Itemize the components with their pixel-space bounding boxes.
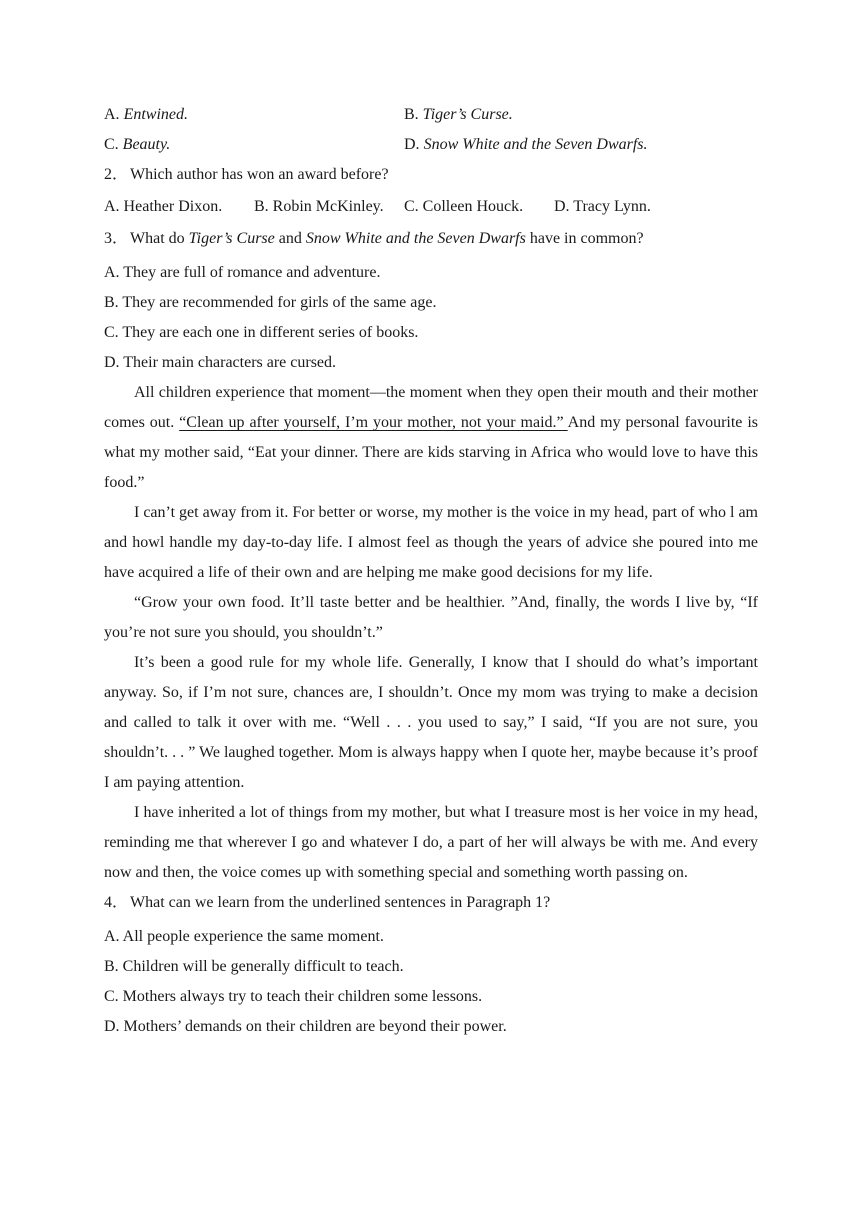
q2-text: Which author has won an award before?	[130, 166, 389, 183]
passage-paragraph-1: All children experience that moment—the moment when they open their mouth and their mother comes out. “Clean up after yourself, I’m your mother, not your maid.” And my personal favourite is what my mother said, “Eat your dinner. There are kids starving in Africa who would love to have this food.”	[104, 384, 758, 491]
q2-stem	[104, 160, 758, 190]
q3-option-d: D. Their main characters are cursed.	[104, 354, 337, 371]
q1-options-row-2	[104, 130, 758, 160]
document-page	[104, 100, 758, 1042]
q3-number: 3．	[104, 230, 129, 247]
q2-number: 2．	[104, 166, 129, 183]
q4-option-c: C. Mothers always try to teach their children some lessons.	[104, 988, 483, 1005]
passage-paragraph-2: I can’t get away from it. For better or worse, my mother is the voice in my head, part of who l am and howl handle my day-to-day life. I almost feel as though the years of advice she poured into me have acquired a life of their own and are helping me make good decisions for my life.	[104, 504, 758, 581]
q1-option-c: C. Beauty.	[104, 136, 171, 153]
q1-option-d: D. Snow White and the Seven Dwarfs.	[404, 136, 648, 153]
underlined-sentence: “Clean up after yourself, I’m your mother, not your maid.”	[179, 414, 568, 431]
q2-option-c: C. Colleen Houck.	[404, 198, 524, 215]
q3-option-c: C. They are each one in different series of books.	[104, 324, 419, 341]
q2-option-b: B. Robin McKinley.	[254, 198, 384, 215]
q4-option-d: D. Mothers’ demands on their children are beyond their power.	[104, 1018, 507, 1035]
q2-options	[104, 190, 758, 224]
q1-option-b: B. Tiger’s Curse.	[404, 106, 513, 123]
q4-option-b: B. Children will be generally difficult to teach.	[104, 958, 404, 975]
q3-stem: 3． What do Tiger’s Curse and Snow White and the Seven Dwarfs have in common?	[104, 224, 758, 254]
passage-paragraph-5: I have inherited a lot of things from my mother, but what I treasure most is her voice in my head, reminding me that wherever I go and whatever I do, a part of her will always be with me. And every now and then, the voice comes up with something special and something worth passing on.	[104, 804, 758, 881]
q4-stem	[104, 888, 758, 918]
passage-paragraph-3: “Grow your own food. It’ll taste better and be healthier. ”And, finally, the words I live by, “If you’re not sure you should, you shouldn’t.”	[104, 594, 758, 641]
q1-option-a: A. Entwined.	[104, 106, 188, 123]
passage-paragraph-4: It’s been a good rule for my whole life. Generally, I know that I should do what’s important anyway. So, if I’m not sure, chances are, I shouldn’t. Once my mom was trying to make a decision and called to talk it over with me. “Well . . . you used to say,” I said, “If you are not sure, you shouldn’t. . . ” We laughed together. Mom is always happy when I quote her, maybe because it’s proof I am paying attention.	[104, 654, 758, 791]
q1-options-row-1	[104, 100, 758, 130]
q2-option-d: D. Tracy Lynn.	[554, 198, 651, 215]
q2-option-a: A. Heather Dixon.	[104, 198, 223, 215]
q3-option-a: A. They are full of romance and adventure.	[104, 264, 381, 281]
q3-title-snow-white: Snow White and the Seven Dwarfs	[305, 230, 526, 247]
q4-option-a: A. All people experience the same moment.	[104, 928, 384, 945]
q3-title-tigers-curse: Tiger’s Curse	[188, 230, 275, 247]
q3-option-b: B. They are recommended for girls of the same age.	[104, 294, 437, 311]
q4-text: What can we learn from the underlined sentences in Paragraph 1?	[130, 894, 551, 911]
q4-number: 4．	[104, 894, 129, 911]
